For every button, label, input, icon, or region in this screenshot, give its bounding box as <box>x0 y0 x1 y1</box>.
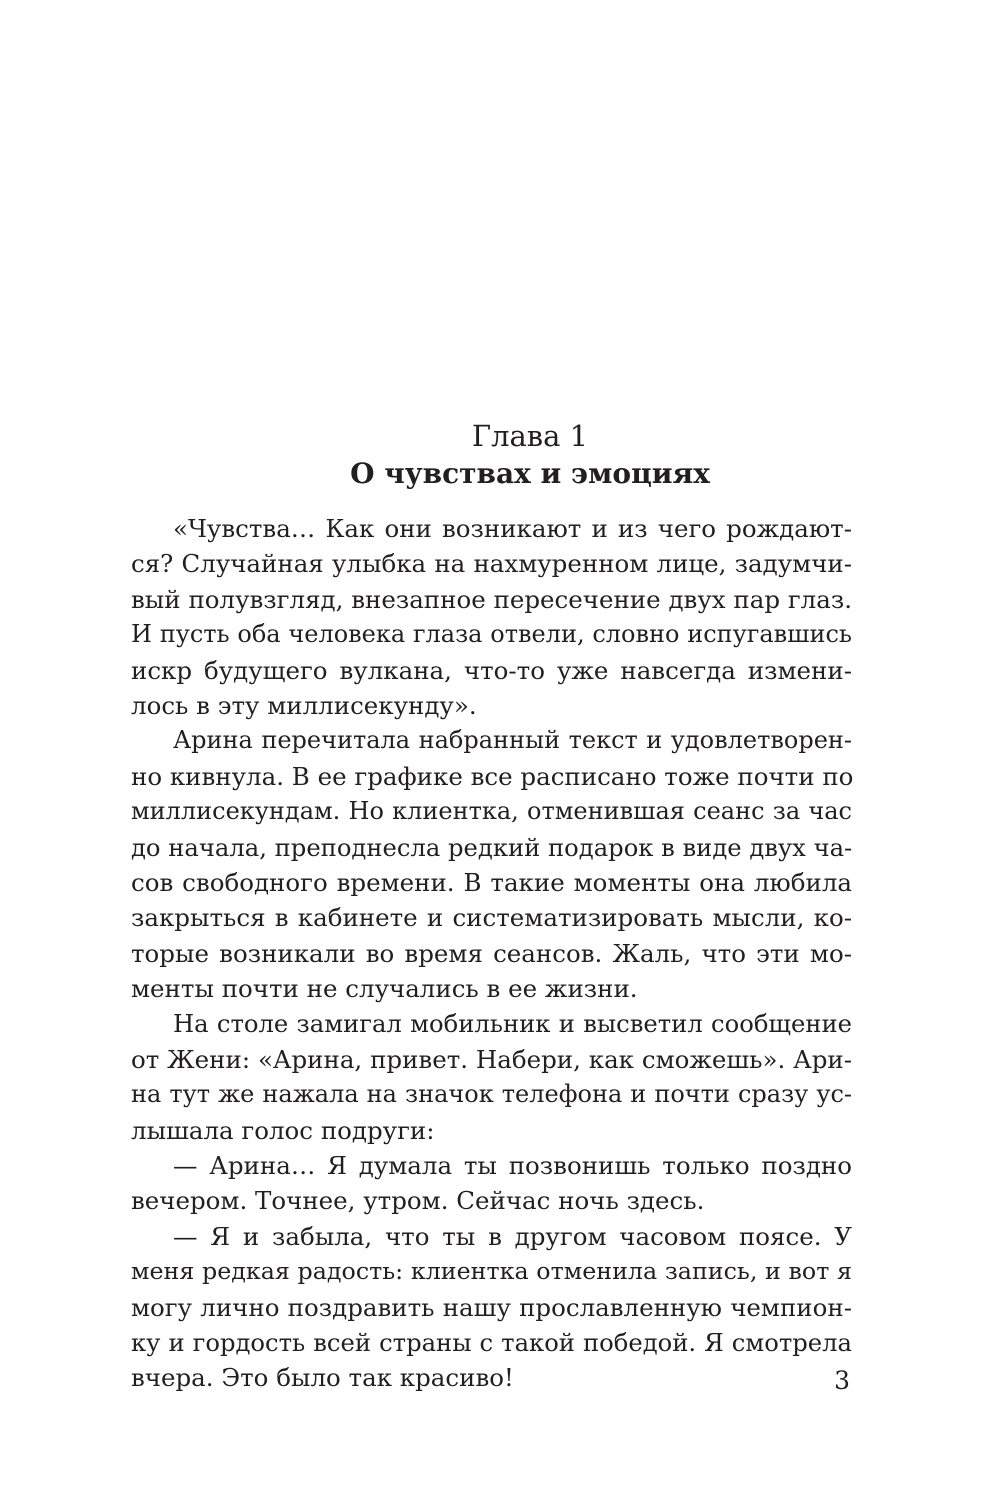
text-line: от Жени: «Арина, привет. Набери, как сможешь». Ари- <box>131 1044 852 1074</box>
text-line: могу лично поздравить нашу прославленную чемпион- <box>131 1292 852 1322</box>
text-line: торые возникали во время сеансов. Жаль, что эти мо- <box>131 938 852 968</box>
text-line: закрыться в кабинете и систематизировать мысли, ко- <box>131 903 852 933</box>
text-line: — Арина… Я думала ты позвонишь только поздно <box>173 1151 852 1181</box>
text-line: «Чувства… Как они возникают и из чего рождают- <box>173 514 852 543</box>
text-line: сов свободного времени. В такие моменты она любила <box>131 867 852 897</box>
chapter-title: О чувствах и эмоциях <box>350 457 710 490</box>
page-number: 3 <box>834 1366 850 1395</box>
text-line: вый полувзгляд, внезапное пересечение двух пар глаз. <box>131 584 852 614</box>
chapter-label: Глава 1 <box>471 419 589 453</box>
text-line: на тут же нажала на значок телефона и почти сразу ус- <box>131 1080 852 1109</box>
text-line: до начала, преподнесла редкий подарок в виде двух ча- <box>131 832 853 862</box>
text-line: ся? Случайная улыбка на нахмуренном лице, задумчи- <box>131 549 852 579</box>
text-line: лось в эту миллисекунду». <box>131 690 477 720</box>
text-line: ку и гордость всей страны с такой победой. Я смотрела <box>131 1327 852 1357</box>
text-line: вечером. Точнее, утром. Сейчас ночь здесь. <box>131 1186 705 1216</box>
text-line: И пусть оба человека глаза отвели, словно испугавшись <box>131 620 852 649</box>
text-line: искр будущего вулкана, что-то уже навсегда измени- <box>131 655 852 685</box>
text-line: миллисекундам. Но клиентка, отменившая сеанс за час <box>131 797 852 826</box>
text-line: На столе замигал мобильник и высветил сообщение <box>173 1009 852 1039</box>
text-line: вчера. Это было так красиво! <box>131 1363 514 1393</box>
text-line: меня редкая радость: клиентка отменила запись, и вот я <box>131 1257 852 1286</box>
text-line: лышала голос подруги: <box>131 1115 435 1145</box>
text-line: но кивнула. В ее графике все расписано тоже почти по <box>131 761 854 791</box>
text-line: — Я и забыла, что ты в другом часовом поясе. У <box>173 1221 852 1251</box>
text-line: менты почти не случались в ее жизни. <box>131 974 638 1004</box>
text-line: Арина перечитала набранный текст и удовлетворен- <box>173 726 852 755</box>
body-text <box>131 511 852 1396</box>
